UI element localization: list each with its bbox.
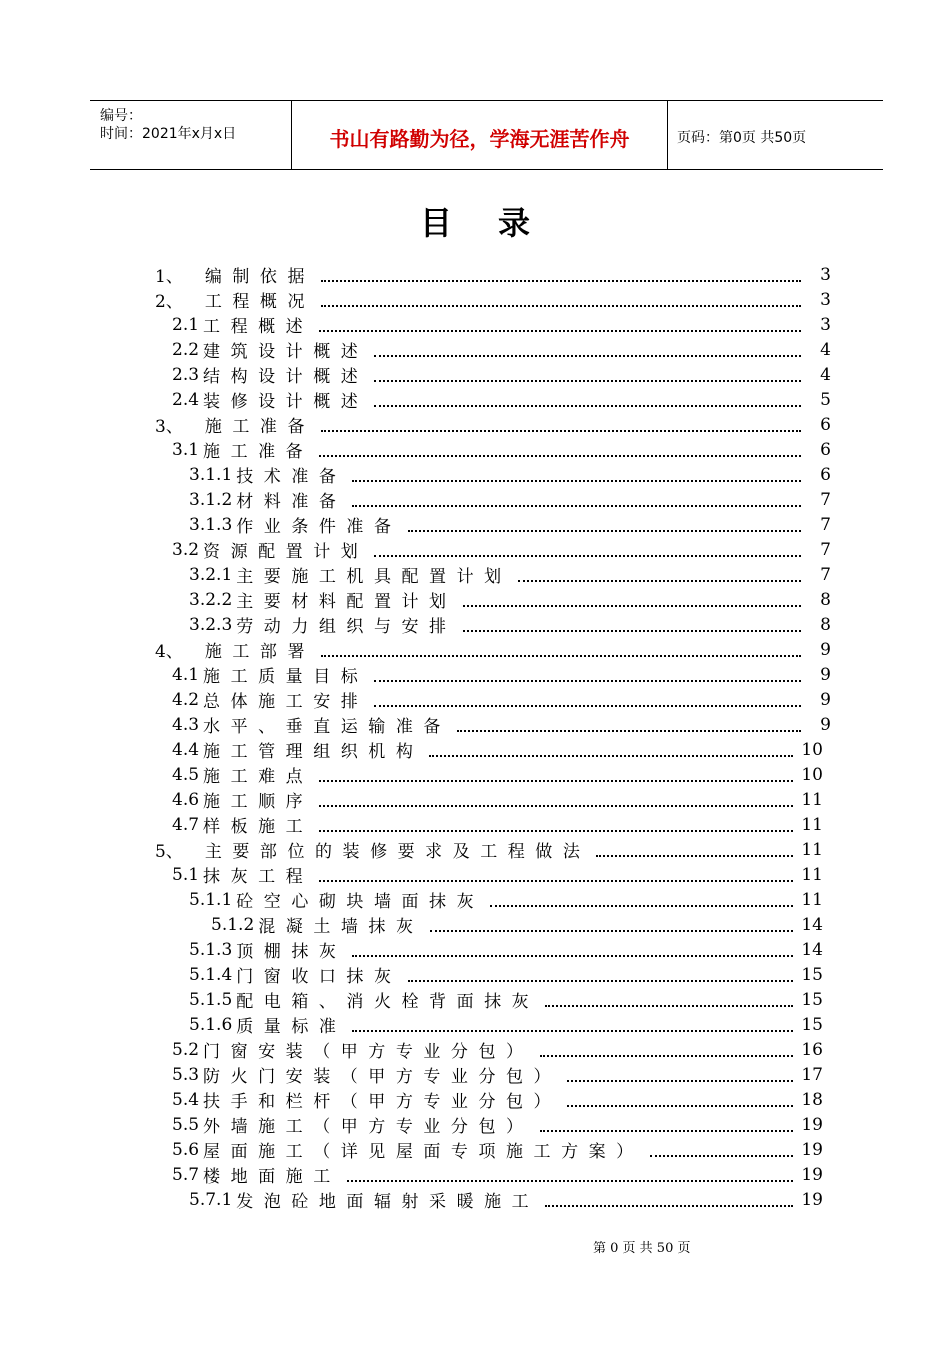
toc-entry-number: 3.1.2: [189, 489, 233, 510]
toc-entry[interactable]: [172, 387, 831, 412]
toc-leader-dots: [408, 530, 801, 532]
toc-entry-label: 资源配置计划: [203, 542, 369, 562]
toc-entry-label: 质量标准: [236, 1017, 347, 1037]
toc-entry-label: 扶手和栏杆（甲方专业分包）: [203, 1092, 562, 1112]
document-time: 时间：2021年x月x日: [100, 126, 237, 142]
toc-entry[interactable]: [189, 1187, 823, 1212]
toc-leader-dots: [352, 955, 793, 957]
toc-entry-page: 8: [820, 589, 831, 610]
toc-entry-label: 门窗安装（甲方专业分包）: [203, 1042, 534, 1062]
toc-entry[interactable]: [172, 812, 823, 837]
toc-entry-label: 施工难点: [203, 767, 314, 787]
toc-entry-number: 5.6: [172, 1139, 200, 1160]
toc-entry-number: 5.1.6: [189, 1014, 233, 1035]
toc-leader-dots: [463, 630, 801, 632]
toc-entry-page: 4: [820, 364, 831, 385]
toc-entry[interactable]: [172, 862, 823, 887]
toc-leader-dots: [545, 1205, 793, 1207]
toc-leader-dots: [430, 930, 793, 932]
toc-leader-dots: [545, 1005, 793, 1007]
toc-leader-dots: [490, 905, 793, 907]
toc-entry-number: 3.1.1: [189, 464, 233, 485]
toc-entry-number: 5.7: [172, 1164, 200, 1185]
toc-entry[interactable]: [172, 312, 831, 337]
toc-entry-label: 施工准备: [203, 442, 314, 462]
toc-entry-page: 11: [801, 864, 823, 885]
toc-entry-label: 主要材料配置计划: [236, 592, 457, 612]
toc-leader-dots: [429, 755, 793, 757]
toc-entry-page: 9: [820, 664, 831, 685]
toc-entry-label: 装修设计概述: [203, 392, 369, 412]
toc-entry-number: 4.7: [172, 814, 200, 835]
toc-entry-number: 5、: [155, 842, 183, 862]
header-info-cell: [90, 101, 291, 169]
toc-entry-number: 3.2: [172, 539, 200, 560]
toc-entry[interactable]: [172, 1137, 823, 1162]
toc-entry-page: 18: [801, 1089, 823, 1110]
toc-entry[interactable]: [189, 487, 831, 512]
toc-entry-label: 砼空心砌块墙面抹灰: [236, 892, 485, 912]
toc-entry-label: 建筑设计概述: [203, 342, 369, 362]
toc-entry-number: 4.3: [172, 714, 200, 735]
toc-entry-page: 15: [801, 989, 823, 1010]
toc-entry[interactable]: [172, 437, 831, 462]
toc-entry[interactable]: [189, 462, 831, 487]
toc-entry[interactable]: [155, 837, 823, 862]
toc-entry[interactable]: [189, 962, 823, 987]
toc-entry-number: 3.1.3: [189, 514, 233, 535]
toc-leader-dots: [540, 1055, 793, 1057]
toc-entry-number: 5.1: [172, 864, 200, 885]
toc-leader-dots: [321, 430, 801, 432]
toc-entry[interactable]: [189, 1012, 823, 1037]
toc-leader-dots: [463, 605, 801, 607]
toc-leader-dots: [374, 405, 801, 407]
toc-entry-page: 5: [820, 389, 831, 410]
toc-leader-dots: [321, 305, 801, 307]
toc-entry[interactable]: [172, 362, 831, 387]
toc-entry[interactable]: [211, 912, 823, 937]
toc-entry-page: 4: [820, 339, 831, 360]
toc-entry-page: 14: [801, 939, 823, 960]
toc-entry-label: 施工管理组织机构: [203, 742, 424, 762]
toc-entry-label: 防火门安装（甲方专业分包）: [203, 1067, 562, 1087]
toc-leader-dots: [518, 580, 801, 582]
toc-leader-dots: [596, 855, 793, 857]
toc-entry-label: 配电箱、消火栓背面抹灰: [236, 992, 540, 1012]
toc-entry-label: 施工质量目标: [203, 667, 369, 687]
toc-entry-label: 劳动力组织与安排: [236, 617, 457, 637]
toc-entry-number: 5.3: [172, 1064, 200, 1085]
toc-entry[interactable]: [155, 287, 831, 312]
toc-entry-page: 3: [820, 314, 831, 335]
toc-entry-label: 主要施工机具配置计划: [236, 567, 512, 587]
toc-entry-number: 5.1.1: [189, 889, 233, 910]
toc-entry-label: 主要部位的装修要求及工程做法: [204, 842, 591, 862]
toc-entry-page: 3: [820, 264, 831, 285]
toc-entry[interactable]: [172, 712, 831, 737]
toc-entry-number: 1、: [155, 267, 183, 287]
toc-entry-label: 技术准备: [236, 467, 347, 487]
toc-leader-dots: [457, 730, 801, 732]
toc-entry[interactable]: [172, 687, 831, 712]
toc-entry-number: 4.1: [172, 664, 200, 685]
toc-entry-number: 4.2: [172, 689, 200, 710]
toc-leader-dots: [319, 880, 793, 882]
toc-leader-dots: [374, 680, 801, 682]
toc-leader-dots: [319, 780, 793, 782]
toc-entry-label: 屋面施工（详见屋面专项施工方案）: [203, 1142, 644, 1162]
toc-entry[interactable]: [189, 612, 831, 637]
document-number-label: 编号：: [100, 108, 142, 124]
document-header: [90, 100, 883, 170]
toc-entry-label: 外墙施工（甲方专业分包）: [203, 1117, 534, 1137]
toc-entry-number: 5.7.1: [189, 1189, 233, 1210]
toc-entry-page: 15: [801, 1014, 823, 1035]
toc-entry-label: 材料准备: [236, 492, 347, 512]
toc-leader-dots: [319, 455, 801, 457]
toc-entry-label: 楼地面施工: [203, 1167, 341, 1187]
toc-entry-page: 6: [820, 414, 831, 435]
toc-entry-page: 11: [801, 839, 823, 860]
toc-entry-page: 7: [820, 539, 831, 560]
toc-entry-label: 水平、垂直运输准备: [203, 717, 451, 737]
toc-entry-number: 2.3: [172, 364, 200, 385]
toc-entry-number: 5.1.2: [211, 914, 255, 935]
toc-entry-page: 9: [820, 639, 831, 660]
toc-leader-dots: [321, 280, 801, 282]
toc-entry-label: 总体施工安排: [203, 692, 369, 712]
toc-leader-dots: [352, 505, 801, 507]
toc-entry-number: 2.1: [172, 314, 200, 335]
toc-entry[interactable]: [172, 1112, 823, 1137]
toc-entry-number: 4、: [155, 642, 183, 662]
toc-entry-number: 2.2: [172, 339, 200, 360]
toc-entry[interactable]: [172, 337, 831, 362]
toc-entry[interactable]: [172, 662, 831, 687]
toc-entry-page: 7: [820, 564, 831, 585]
toc-entry[interactable]: [189, 937, 823, 962]
toc-entry-number: 2、: [155, 292, 183, 312]
toc-entry-label: 施工顺序: [203, 792, 314, 812]
toc-entry-label: 施工准备: [204, 417, 315, 437]
toc-entry-page: 7: [820, 514, 831, 535]
toc-entry-label: 结构设计概述: [203, 367, 369, 387]
toc-entry-page: 6: [820, 439, 831, 460]
toc-entry[interactable]: [189, 987, 823, 1012]
toc-entry-label: 工程概况: [204, 292, 315, 312]
toc-entry[interactable]: [155, 262, 831, 287]
toc-entry-label: 工程概述: [203, 317, 314, 337]
toc-entry-label: 抹灰工程: [203, 867, 314, 887]
toc-entry-label: 作业条件准备: [236, 517, 402, 537]
toc-entry[interactable]: [172, 537, 831, 562]
toc-entry-number: 5.1.3: [189, 939, 233, 960]
toc-entry-number: 5.1.4: [189, 964, 233, 985]
toc-leader-dots: [650, 1155, 793, 1157]
toc-entry-number: 4.4: [172, 739, 200, 760]
toc-entry-label: 发泡砼地面辐射采暖施工: [236, 1192, 540, 1212]
toc-leader-dots: [374, 555, 801, 557]
toc-entry-page: 11: [801, 789, 823, 810]
toc-entry-number: 2.4: [172, 389, 200, 410]
toc-entry-number: 3.2.3: [189, 614, 233, 635]
toc-entry-label: 施工部署: [204, 642, 315, 662]
toc-entry[interactable]: [189, 587, 831, 612]
header-page-info: 页码：第0页 共50页: [677, 130, 807, 146]
toc-entry-number: 4.6: [172, 789, 200, 810]
toc-entry-number: 5.1.5: [189, 989, 233, 1010]
toc-leader-dots: [374, 705, 801, 707]
toc-entry-page: 11: [801, 814, 823, 835]
toc-entry-number: 3.2.1: [189, 564, 233, 585]
toc-leader-dots: [567, 1105, 793, 1107]
header-page-cell: [667, 101, 883, 169]
toc-entry-label: 编制依据: [204, 267, 315, 287]
toc-entry[interactable]: [172, 737, 823, 762]
toc-entry[interactable]: [189, 887, 823, 912]
toc-entry-page: 3: [820, 289, 831, 310]
toc-entry[interactable]: [172, 787, 823, 812]
toc-leader-dots: [408, 980, 793, 982]
toc-leader-dots: [352, 1030, 793, 1032]
toc-entry-number: 5.2: [172, 1039, 200, 1060]
toc-entry-label: 混凝土墙抹灰: [258, 917, 424, 937]
toc-entry-page: 6: [820, 464, 831, 485]
toc-leader-dots: [374, 355, 801, 357]
toc-entry-page: 19: [801, 1164, 823, 1185]
toc-entry-number: 3、: [155, 417, 183, 437]
toc-leader-dots: [540, 1130, 793, 1132]
toc-entry[interactable]: [172, 762, 823, 787]
toc-entry-number: 4.5: [172, 764, 200, 785]
toc-entry-page: 16: [801, 1039, 823, 1060]
toc-leader-dots: [374, 380, 801, 382]
toc-entry-page: 15: [801, 964, 823, 985]
toc-entry-page: 10: [801, 739, 823, 760]
toc-entry-label: 门窗收口抹灰: [236, 967, 402, 987]
toc-entry[interactable]: [155, 412, 831, 437]
toc-entry-page: 7: [820, 489, 831, 510]
toc-entry[interactable]: [189, 512, 831, 537]
toc-entry-page: 19: [801, 1114, 823, 1135]
page-footer: 第 0 页 共 50 页: [593, 1241, 691, 1256]
toc-entry-number: 5.4: [172, 1089, 200, 1110]
toc-title: 目录: [419, 204, 576, 242]
toc-entry-page: 9: [820, 714, 831, 735]
toc-entry[interactable]: [172, 1162, 823, 1187]
toc-entry[interactable]: [172, 1087, 823, 1112]
toc-leader-dots: [352, 480, 801, 482]
toc-entry-number: 3.1: [172, 439, 200, 460]
header-motto-cell: [291, 101, 668, 169]
toc-entry-page: 19: [801, 1139, 823, 1160]
toc-leader-dots: [567, 1080, 793, 1082]
toc-leader-dots: [319, 330, 801, 332]
toc-leader-dots: [347, 1180, 793, 1182]
toc-entry-page: 17: [801, 1064, 823, 1085]
toc-entry[interactable]: [172, 1037, 823, 1062]
toc-leader-dots: [319, 805, 793, 807]
toc-entry-page: 11: [801, 889, 823, 910]
header-motto: 书山有路勤为径，学海无涯苦作舟: [329, 127, 630, 151]
toc-leader-dots: [319, 830, 793, 832]
toc-entry[interactable]: [172, 1062, 823, 1087]
toc-entry-page: 8: [820, 614, 831, 635]
toc-entry-page: 10: [801, 764, 823, 785]
toc-entry[interactable]: [189, 562, 831, 587]
toc-leader-dots: [321, 655, 801, 657]
toc-entry-page: 9: [820, 689, 831, 710]
toc-entry-label: 样板施工: [203, 817, 314, 837]
toc-entry-page: 14: [801, 914, 823, 935]
toc-entry-label: 顶棚抹灰: [236, 942, 347, 962]
toc-entry-number: 3.2.2: [189, 589, 233, 610]
toc-entry-page: 19: [801, 1189, 823, 1210]
toc-entry-number: 5.5: [172, 1114, 200, 1135]
toc-entry[interactable]: [155, 637, 831, 662]
